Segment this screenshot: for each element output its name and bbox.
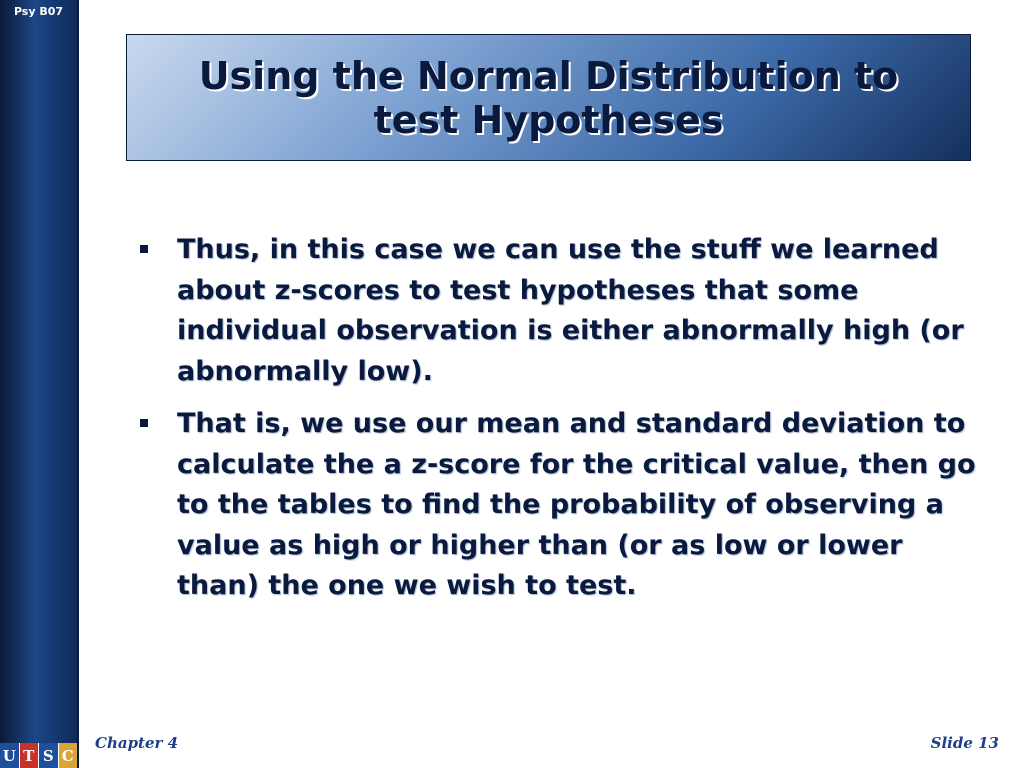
slide-title: Using the Normal Distribution to test Hypotheses bbox=[198, 53, 899, 142]
logo-letter: S bbox=[39, 743, 59, 768]
logo-letter: C bbox=[59, 743, 78, 768]
sidebar-divider bbox=[77, 0, 79, 768]
logo-letter: U bbox=[0, 743, 20, 768]
logo-letter: T bbox=[20, 743, 40, 768]
footer-chapter: Chapter 4 bbox=[95, 734, 179, 752]
footer-slide-number: Slide 13 bbox=[930, 734, 999, 752]
sidebar bbox=[0, 0, 77, 768]
course-label: Psy B07 bbox=[13, 5, 64, 18]
bullet-text: Thus, in this case we can use the stuff we learned about z-scores to test hypotheses that some individual observation is either abnormally high (or abnormally low). bbox=[177, 234, 964, 387]
bullet-text: That is, we use our mean and standard deviation to calculate the a z-score for the critical value, then go to the tables to find the probability of observing a value as high or higher than (or as low or lower than) the one we wish to test. bbox=[177, 408, 976, 601]
utsc-logo bbox=[0, 743, 77, 768]
bullet-item bbox=[140, 404, 985, 607]
bullet-list bbox=[140, 230, 985, 619]
bullet-square-icon bbox=[140, 419, 148, 427]
bullet-item bbox=[140, 230, 985, 392]
bullet-square-icon bbox=[140, 245, 148, 253]
title-box bbox=[126, 34, 971, 161]
